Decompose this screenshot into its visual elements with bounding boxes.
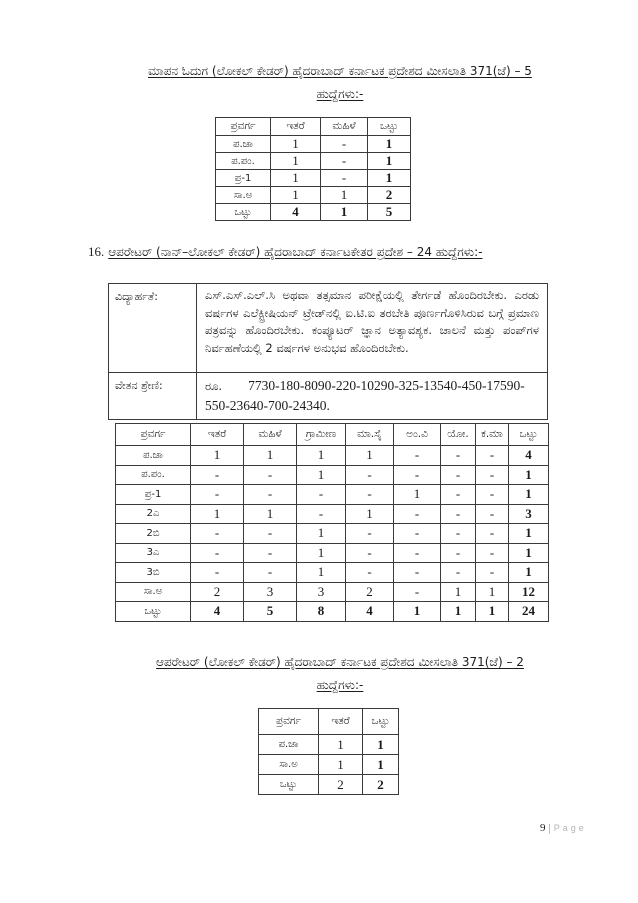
count-cell: 1: [297, 524, 346, 544]
category-cell: ಪ.ಪಂ.: [116, 465, 191, 485]
pay-scale-label: ವೇತನ ಶ್ರೇಣಿ:: [109, 373, 197, 420]
table-row: [116, 524, 549, 544]
column-header: ಇತರೆ: [319, 709, 363, 735]
total-row: [216, 204, 411, 221]
table-row: [116, 465, 549, 485]
count-cell: 1: [441, 602, 476, 622]
currency-label: ರೂ.: [205, 379, 223, 393]
count-cell: -: [346, 524, 394, 544]
count-cell: -: [476, 543, 509, 563]
count-cell: -: [441, 524, 476, 544]
header-row: [259, 709, 399, 735]
count-cell: 3: [244, 582, 297, 602]
section-1-reservation-table: [215, 117, 411, 221]
total-cell: 1: [368, 153, 411, 170]
category-cell: ಒಟ್ಟು: [216, 204, 271, 221]
count-cell: -: [394, 465, 441, 485]
total-cell: 5: [368, 204, 411, 221]
count-cell: -: [244, 485, 297, 505]
total-cell: 1: [509, 485, 549, 505]
count-cell: -: [346, 465, 394, 485]
count-cell: -: [441, 563, 476, 583]
category-cell: ಪ.ಜಾ: [116, 446, 191, 466]
section-1-heading: [55, 60, 625, 106]
section-3-title: ಆಪರೇಟರ್ (ಲೋಕಲ್ ಕೇಡರ್) ಹೈದರಾಬಾದ್ ಕರ್ನಾಟಕ ಪ್ರದೇಶದ ಮೀಸಲಾತಿ 371(ಜೆ) – 2: [156, 655, 524, 669]
table-row: [116, 543, 549, 563]
table-row: [116, 504, 549, 524]
count-cell: -: [476, 563, 509, 583]
count-cell: 1: [271, 136, 321, 153]
column-header: ಒಟ್ಟು: [363, 709, 399, 735]
count-cell: 1: [244, 504, 297, 524]
count-cell: 2: [319, 775, 363, 795]
count-cell: 5: [244, 602, 297, 622]
header-row: [116, 424, 549, 446]
table-row: [216, 153, 411, 170]
total-cell: 1: [509, 563, 549, 583]
count-cell: -: [441, 504, 476, 524]
count-cell: -: [191, 543, 244, 563]
count-cell: 1: [191, 504, 244, 524]
total-cell: 2: [363, 775, 399, 795]
count-cell: -: [321, 170, 368, 187]
column-header: ಒಟ್ಟು: [509, 424, 549, 446]
count-cell: 1: [321, 187, 368, 204]
header-row: [216, 118, 411, 136]
page-footer: [540, 822, 620, 834]
total-cell: 1: [509, 465, 549, 485]
column-header: ಗ್ರಾಮೀಣ: [297, 424, 346, 446]
category-cell: 3ಬಿ: [116, 563, 191, 583]
count-cell: -: [476, 504, 509, 524]
column-header: ಪ್ರವರ್ಗ: [259, 709, 319, 735]
table-row: [216, 136, 411, 153]
table-row: [116, 485, 549, 505]
category-cell: ಪ್ರ-1: [216, 170, 271, 187]
count-cell: 1: [394, 602, 441, 622]
category-cell: ಒಟ್ಟು: [116, 602, 191, 622]
column-header: ಮಾ.ಸೈ: [346, 424, 394, 446]
count-cell: 3: [297, 582, 346, 602]
count-cell: 1: [297, 543, 346, 563]
section-16-heading: [88, 241, 633, 263]
table-row: [116, 563, 549, 583]
category-cell: 2ಬಿ: [116, 524, 191, 544]
count-cell: 1: [297, 465, 346, 485]
count-cell: -: [394, 524, 441, 544]
count-cell: -: [476, 485, 509, 505]
category-cell: ಪ.ಜಾ: [259, 735, 319, 755]
count-cell: 1: [321, 204, 368, 221]
count-cell: -: [346, 563, 394, 583]
category-cell: ಒಟ್ಟು: [259, 775, 319, 795]
table-row: [259, 735, 399, 755]
count-cell: -: [441, 543, 476, 563]
section-3-heading: [55, 651, 625, 697]
column-header: ಇತರೆ: [271, 118, 321, 136]
total-row: [116, 602, 549, 622]
table-row: [259, 755, 399, 775]
category-cell: ಸಾ.ಅ: [116, 582, 191, 602]
count-cell: 1: [441, 582, 476, 602]
count-cell: 1: [394, 485, 441, 505]
count-cell: 1: [271, 153, 321, 170]
footer-separator: |: [548, 822, 551, 834]
count-cell: 4: [191, 602, 244, 622]
column-header: ಮಹಿಳೆ: [321, 118, 368, 136]
column-header: ಕ.ಮಾ: [476, 424, 509, 446]
category-cell: ಪ.ಪಂ.: [216, 153, 271, 170]
qualification-table: [108, 283, 548, 420]
count-cell: 1: [319, 735, 363, 755]
section-1-subtitle: ಹುದ್ದೆಗಳು:-: [316, 87, 364, 101]
count-cell: -: [476, 446, 509, 466]
column-header: ಪ್ರವರ್ಗ: [216, 118, 271, 136]
section-3-subtitle: ಹುದ್ದೆಗಳು:-: [316, 678, 364, 692]
qualification-text: ಎಸ್.ಎಸ್.ಎಲ್.ಸಿ ಅಥವಾ ತತ್ಸಮಾನ ಪರೀಕ್ಷೆಯಲ್ಲಿ ತೇರ್ಗಡೆ ಹೊಂದಿರಬೇಕು. ಎರಡು ವರ್ಷಗಳ ಎಲೆಕ್ಟ್ರೀಷಿಯನ್ ಟ್ರೇಡ್‌ನಲ್ಲಿ ಐ.ಟಿ.ಐ ತರಬೇತಿ ಪೂರ್ಣಗೊಳಿಸಿರುವ ಬಗ್ಗೆ ಪ್ರಮಾಣ ಪತ್ರವನ್ನು ಹೊಂದಿರಬೇಕು. ಕಂಪ್ಯೂಟರ್ ಜ್ಞಾನ ಅತ್ಯಾವಶ್ಯಕ. ಚಾಲನೆ ಮತ್ತು ಪಂಪ್‌ಗಳ ನಿರ್ವಹಣೆಯಲ್ಲಿ 2 ವರ್ಷಗಳ ಅನುಭವ ಹೊಂದಿರಬೇಕು.: [197, 284, 548, 373]
column-header: ಪ್ರವರ್ಗ: [116, 424, 191, 446]
count-cell: -: [346, 485, 394, 505]
total-cell: 1: [509, 524, 549, 544]
category-cell: ಸಾ.ಅ: [259, 755, 319, 775]
count-cell: -: [191, 524, 244, 544]
section-16-title: ಆಪರೇಟರ್ (ನಾನ್–ಲೋಕಲ್ ಕೇಡರ್) ಹೈದರಾಬಾದ್ ಕರ್ನಾಟಕೇತರ ಪ್ರದೇಶ – 24 ಹುದ್ದೆಗಳು:-: [108, 245, 483, 259]
category-cell: ಪ.ಜಾ: [216, 136, 271, 153]
count-cell: -: [244, 563, 297, 583]
total-cell: 1: [509, 543, 549, 563]
count-cell: -: [346, 543, 394, 563]
count-cell: 1: [244, 446, 297, 466]
section-number: 16.: [88, 244, 105, 259]
count-cell: 1: [297, 563, 346, 583]
count-cell: 1: [346, 504, 394, 524]
column-header: ಮಹಿಳೆ: [244, 424, 297, 446]
count-cell: 1: [297, 446, 346, 466]
section-16-reservation-table: [115, 423, 549, 622]
count-cell: -: [476, 465, 509, 485]
table-row: [216, 187, 411, 204]
table-row: [216, 170, 411, 187]
count-cell: -: [394, 504, 441, 524]
qualification-row: [109, 284, 548, 373]
count-cell: 1: [476, 602, 509, 622]
count-cell: -: [394, 563, 441, 583]
section-1-title: ಮಾಪನ ಓದುಗ (ಲೋಕಲ್ ಕೇಡರ್) ಹೈದರಾಬಾದ್ ಕರ್ನಾಟಕ ಪ್ರದೇಶದ ಮೀಸಲಾತಿ 371(ಜೆ) – 5: [148, 64, 532, 78]
category-cell: 3ಎ: [116, 543, 191, 563]
count-cell: 1: [346, 446, 394, 466]
count-cell: 2: [191, 582, 244, 602]
count-cell: 1: [191, 446, 244, 466]
total-cell: 12: [509, 582, 549, 602]
count-cell: 4: [271, 204, 321, 221]
count-cell: -: [321, 136, 368, 153]
count-cell: -: [297, 504, 346, 524]
column-header: ಒಟ್ಟು: [368, 118, 411, 136]
count-cell: 4: [346, 602, 394, 622]
count-cell: -: [441, 465, 476, 485]
count-cell: 1: [271, 170, 321, 187]
page-label: Page: [553, 823, 587, 833]
count-cell: 1: [271, 187, 321, 204]
column-header: ಯೋ.: [441, 424, 476, 446]
qualification-label: ವಿದ್ಯಾರ್ಹತೆ:: [109, 284, 197, 373]
count-cell: -: [244, 524, 297, 544]
column-header: ಇತರೆ: [191, 424, 244, 446]
count-cell: -: [244, 543, 297, 563]
count-cell: -: [191, 563, 244, 583]
total-cell: 1: [368, 136, 411, 153]
count-cell: 1: [319, 755, 363, 775]
count-cell: -: [191, 485, 244, 505]
count-cell: 8: [297, 602, 346, 622]
table-row: [116, 446, 549, 466]
count-cell: 2: [346, 582, 394, 602]
column-header: ಅಂ.ವಿ: [394, 424, 441, 446]
count-cell: -: [321, 153, 368, 170]
count-cell: -: [297, 485, 346, 505]
category-cell: ಸಾ.ಅ: [216, 187, 271, 204]
page-number: 9: [540, 822, 546, 834]
total-cell: 2: [368, 187, 411, 204]
total-cell: 1: [363, 755, 399, 775]
count-cell: 1: [476, 582, 509, 602]
count-cell: -: [394, 446, 441, 466]
section-3-reservation-table: [258, 708, 399, 795]
total-row: [259, 775, 399, 795]
total-cell: 4: [509, 446, 549, 466]
pay-scale-value: 7730-180-8090-220-10290-325-13540-450-17590-550-23640-700-24340.: [205, 378, 525, 413]
total-cell: 1: [368, 170, 411, 187]
count-cell: -: [394, 543, 441, 563]
total-cell: 24: [509, 602, 549, 622]
pay-scale-row: [109, 373, 548, 420]
pay-scale-cell: [197, 373, 548, 420]
total-cell: 1: [363, 735, 399, 755]
count-cell: -: [191, 465, 244, 485]
count-cell: -: [476, 524, 509, 544]
table-row: [116, 582, 549, 602]
category-cell: 2ಎ: [116, 504, 191, 524]
category-cell: ಪ್ರ-1: [116, 485, 191, 505]
count-cell: -: [441, 485, 476, 505]
total-cell: 3: [509, 504, 549, 524]
count-cell: -: [394, 582, 441, 602]
count-cell: -: [441, 446, 476, 466]
count-cell: -: [244, 465, 297, 485]
